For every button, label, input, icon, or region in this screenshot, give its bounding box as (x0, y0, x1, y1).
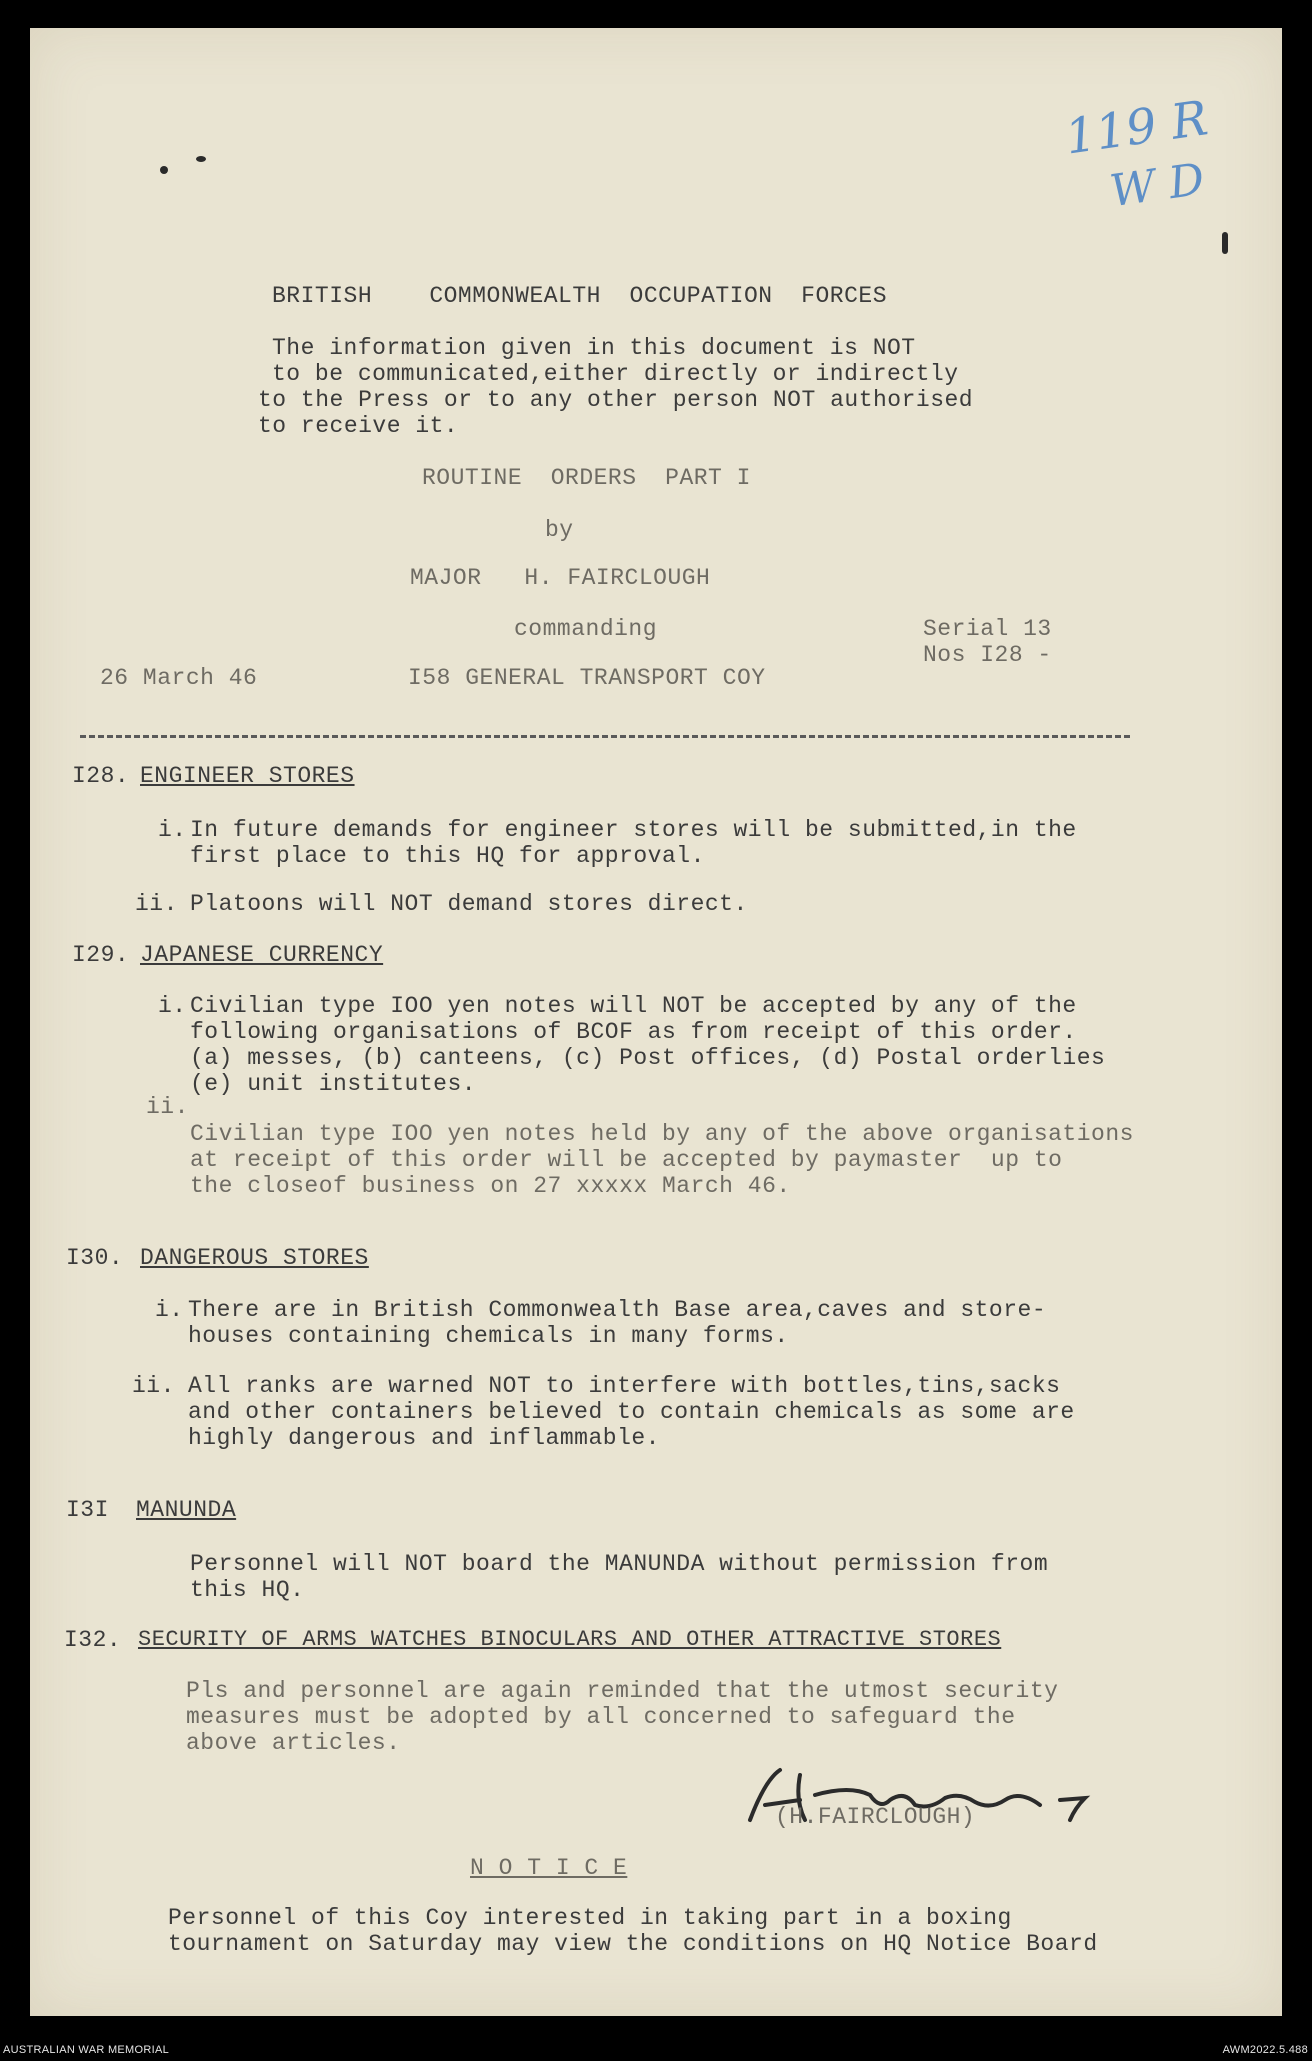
order-number: I29. (72, 942, 130, 968)
item-text: Pls and personnel are again reminded that the utmost security (186, 1678, 1059, 1704)
warning-line-3: to the Press or to any other person NOT authorised (258, 387, 974, 413)
commanding-label: commanding (514, 616, 658, 642)
item-text: at receipt of this order will be accepted by paymaster up to (190, 1147, 1063, 1173)
notice-line-2: tournament on Saturday may view the conditions on HQ Notice Board (168, 1931, 1098, 1957)
item-text: In future demands for engineer stores will be submitted,in the (190, 817, 1077, 843)
item-text: the closeof business on 27 xxxxx March 46. (190, 1173, 791, 1199)
handwritten-note-line-1: 119 R (1061, 90, 1212, 166)
order-number: I3I (66, 1497, 109, 1523)
item-text: All ranks are warned NOT to interfere with bottles,tins,sacks (188, 1373, 1061, 1399)
order-numbers: Nos I28 - (923, 642, 1052, 668)
item-label: ii. (146, 1094, 189, 1120)
ink-blot (1222, 232, 1228, 254)
order-title: DANGEROUS STORES (140, 1245, 369, 1271)
order-title: ENGINEER STORES (140, 763, 355, 789)
item-label: i. (155, 1297, 184, 1323)
item-text: Civilian type IOO yen notes held by any of the above organisations (190, 1121, 1134, 1147)
item-text: above articles. (186, 1730, 401, 1756)
item-text: and other containers believed to contain chemicals as some are (188, 1399, 1075, 1425)
item-label: i. (158, 817, 187, 843)
warning-line-2: to be communicated,either directly or indirectly (272, 361, 959, 387)
item-text: this HQ. (190, 1577, 305, 1603)
by-label: by (545, 517, 574, 543)
notice-title: N O T I C E (470, 1855, 628, 1881)
archive-credit: AUSTRALIAN WAR MEMORIAL (3, 2044, 170, 2056)
item-text: Civilian type IOO yen notes will NOT be accepted by any of the (190, 993, 1077, 1019)
signature-name: (H.FAIRCLOUGH) (775, 1804, 976, 1830)
item-text: (e) unit institutes. (190, 1071, 477, 1097)
item-text: following organisations of BCOF as from receipt of this order. (190, 1019, 1077, 1045)
unit-name: I58 GENERAL TRANSPORT COY (408, 665, 766, 691)
item-text: houses containing chemicals in many forms. (188, 1323, 789, 1349)
separator-rule (80, 735, 1130, 738)
order-number: I28. (72, 763, 130, 789)
notice-line-1: Personnel of this Coy interested in taking part in a boxing (168, 1905, 1012, 1931)
item-text: There are in British Commonwealth Base area,caves and store- (188, 1297, 1047, 1323)
order-title: SECURITY OF ARMS WATCHES BINOCULARS AND OTHER ATTRACTIVE STORES (138, 1627, 1002, 1652)
order-number: I32. (64, 1627, 122, 1653)
item-text: Platoons will NOT demand stores direct. (190, 891, 748, 917)
item-label: i. (158, 993, 187, 1019)
item-text: Personnel will NOT board the MANUNDA without permission from (190, 1551, 1049, 1577)
order-title: MANUNDA (136, 1497, 237, 1523)
ink-blot (196, 156, 206, 162)
item-text: measures must be adopted by all concerned to safeguard the (186, 1704, 1016, 1730)
item-label: ii. (132, 1373, 175, 1399)
order-number: I30. (66, 1245, 124, 1271)
document-title: BRITISH COMMONWEALTH OCCUPATION FORCES (272, 283, 887, 309)
item-text: (a) messes, (b) canteens, (c) Post offices, (d) Postal orderlies (190, 1045, 1106, 1071)
serial-number: Serial 13 (923, 616, 1052, 642)
order-date: 26 March 46 (100, 665, 258, 691)
handwritten-note-line-2: W D (1106, 153, 1208, 218)
warning-line-4: to receive it. (258, 413, 459, 439)
item-label: ii. (135, 891, 178, 917)
officer-name: MAJOR H. FAIRCLOUGH (410, 565, 711, 591)
ink-blot (160, 166, 168, 174)
item-text: highly dangerous and inflammable. (188, 1425, 660, 1451)
routine-orders-heading: ROUTINE ORDERS PART I (422, 465, 751, 491)
item-text: first place to this HQ for approval. (190, 843, 705, 869)
order-title: JAPANESE CURRENCY (140, 942, 384, 968)
warning-line-1: The information given in this document is NOT (272, 335, 916, 361)
archive-reference: AWM2022.5.488 (1222, 2044, 1308, 2056)
